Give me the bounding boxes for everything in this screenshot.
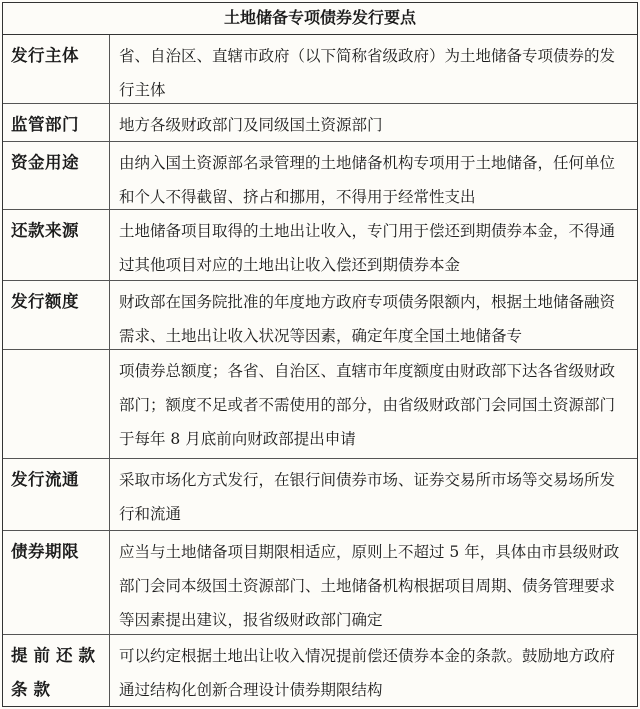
row-label: 资金用途 [11, 153, 79, 172]
row-content: 项债券总额度；各省、自治区、直辖市年度额度由财政部下达各省级财政部门；额度不足或者不需使用的部分，由省级财政部门会同国土资源部门于每年 8 月底前向财政部提出申请 [119, 362, 616, 448]
row-label: 监管部门 [11, 115, 79, 134]
row-content: 由纳入国土资源部名录管理的土地储备机构专项用于土地储备，任何单位和个人不得截留、挤占和挪用，不得用于经常性支出 [119, 154, 616, 206]
row-content: 应当与土地储备项目期限相适应，原则上不超过 5 年，具体由市县级财政部门会同本级国土资源部门、土地储备机构根据项目周期、债务管理要求等因素提出建议，报省级财政部门确定 [119, 543, 620, 629]
table-row [3, 142, 637, 210]
row-content: 可以约定根据土地出让收入情况提前偿还债券本金的条款。鼓励地方政府通过结构化创新合理设计债券期限结构 [119, 647, 616, 699]
table-row [3, 104, 637, 142]
row-content: 采取市场化方式发行，在银行间债券市场、证券交易所市场等交易场所发行和流通 [119, 471, 616, 523]
row-content: 土地储备项目取得的土地出让收入，专门用于偿还到期债券本金，不得通过其他项目对应的土地出让收入偿还到期债券本金 [119, 222, 616, 274]
bond-table [2, 2, 638, 707]
table-row [3, 281, 637, 350]
row-label: 发行额度 [11, 292, 79, 311]
row-label: 债券期限 [11, 542, 79, 561]
row-label: 发行主体 [11, 46, 79, 65]
row-label: 还款来源 [11, 221, 79, 240]
table-row [3, 350, 637, 459]
row-content: 省、自治区、直辖市政府（以下简称省级政府）为土地储备专项债券的发行主体 [119, 47, 616, 99]
table-row [3, 210, 637, 281]
table-row [3, 531, 637, 635]
table-row [3, 635, 637, 708]
table-row [3, 459, 637, 531]
row-content: 财政部在国务院批准的年度地方政府专项债务限额内，根据土地储备融资需求、土地出让收入状况等因素，确定年度全国土地储备专 [119, 293, 616, 345]
row-content: 地方各级财政部门及同级国土资源部门 [119, 116, 383, 134]
table-row [3, 35, 637, 104]
row-label: 提前还款条款 [11, 646, 101, 699]
row-label: 发行流通 [11, 470, 79, 489]
table-title: 土地储备专项债券发行要点 [3, 3, 637, 35]
